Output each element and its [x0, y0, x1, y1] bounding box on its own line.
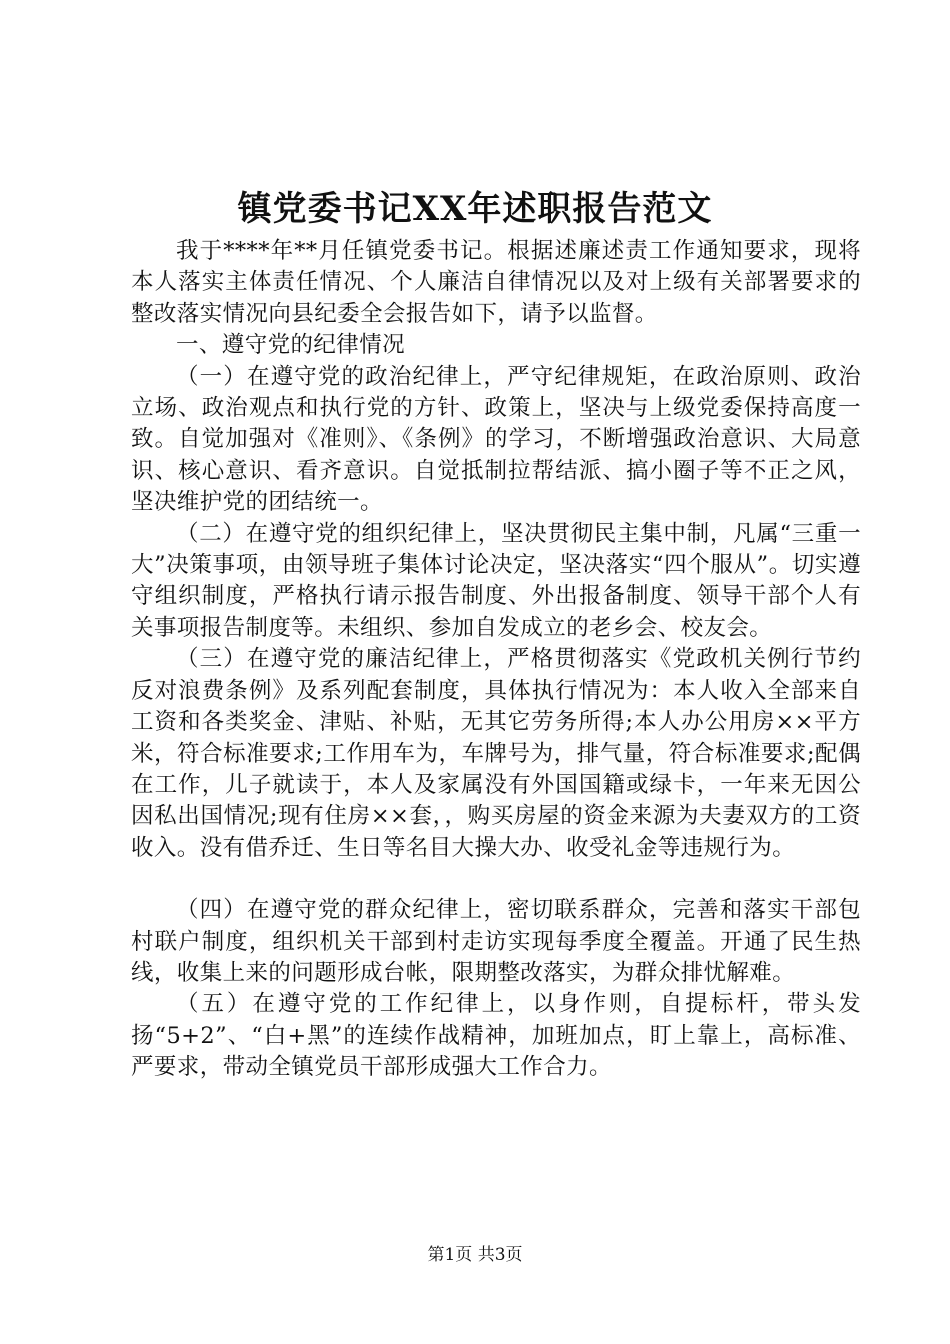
paragraph-mass-discipline: （四）在遵守党的群众纪律上，密切联系群众，完善和落实干部包村联户制度，组织机关干部到村走访实现每季度全覆盖。开通了民生热线，收集上来的问题形成台帐，限期整改落实，为群众排忧解难。: [131, 897, 861, 986]
intro-paragraph: 我于****年**月任镇党委书记。根据述廉述责工作通知要求，现将本人落实主体责任情况、个人廉洁自律情况以及对上级有关部署要求的整改落实情况向县纪委全会报告如下，请予以监督。: [131, 238, 861, 327]
section-heading: 一、遵守党的纪律情况: [176, 332, 406, 359]
paragraph-organizational-discipline: （二）在遵守党的组织纪律上，坚决贯彻民主集中制，凡属“三重一大”决策事项，由领导班子集体讨论决定，坚决落实“四个服从”。切实遵守组织制度，严格执行请示报告制度、外出报备制度、领导干部个人有关事项报告制度等。未组织、参加自发成立的老乡会、校友会。: [131, 520, 861, 641]
paragraph-political-discipline: （一）在遵守党的政治纪律上，严守纪律规矩，在政治原则、政治立场、政治观点和执行党的方针、政策上，坚决与上级党委保持高度一致。自觉加强对《准则》、《条例》的学习，不断增强政治意识、大局意识、核心意识、看齐意识。自觉抵制拉帮结派、搞小圈子等不正之风，坚决维护党的团结统一。: [131, 363, 861, 516]
document-title: 镇党委书记XX年述职报告范文: [237, 189, 713, 229]
document-body: [131, 236, 861, 1084]
paragraph-integrity-discipline: （三）在遵守党的廉洁纪律上，严格贯彻落实《党政机关例行节约反对浪费条例》及系列配套制度，具体执行情况为：本人收入全部来自工资和各类奖金、津贴、补贴，无其它劳务所得;本人办公用房××平方米，符合标准要求;工作用车为，车牌号为，排气量，符合标准要求;配偶在工作，儿子就读于，本人及家属没有外国国籍或绿卡，一年来无因公因私出国情况;现有住房××套，，购买房屋的资金来源为夫妻双方的工资收入。没有借乔迁、生日等名目大操大办、收受礼金等违规行为。: [131, 646, 861, 861]
paragraph-work-discipline: （五）在遵守党的工作纪律上，以身作则，自提标杆，带头发扬“5+2”、“白+黑”的连续作战精神，加班加点，盯上靠上，高标准、严要求，带动全镇党员干部形成强大工作合力。: [131, 991, 861, 1081]
page-number-footer: 第1页 共3页: [427, 1245, 523, 1265]
